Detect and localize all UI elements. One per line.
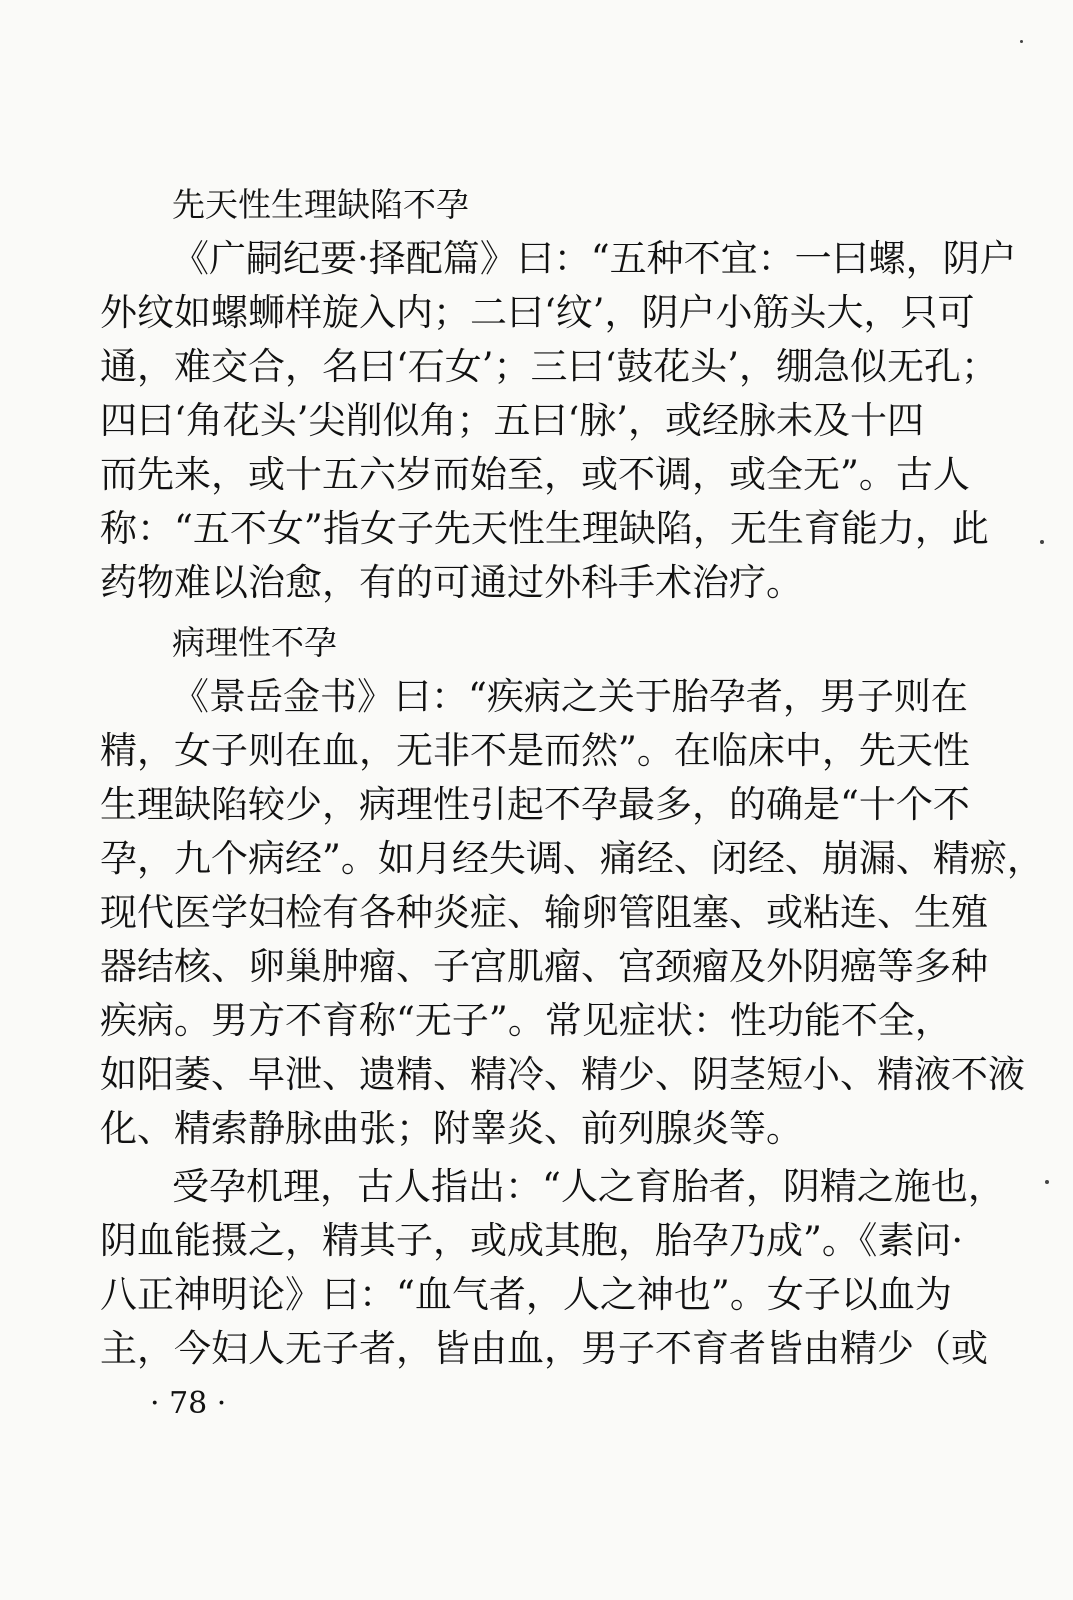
- text-line: 生理缺陷较少，病理性引起不孕最多，的确是“十个不: [100, 783, 970, 826]
- paragraph-conception-mechanism: [100, 1160, 1005, 1376]
- page-number: · 78 ·: [150, 1386, 227, 1421]
- text-line: 外纹如螺蛳样旋入内；二曰‘纹’，阴户小筋头大，只可: [100, 291, 975, 334]
- section-heading-congenital: 先天性生理缺陷不孕: [172, 185, 469, 224]
- section-heading-pathological: 病理性不孕: [172, 623, 337, 662]
- text-line: 《广嗣纪要·择配篇》曰：“五种不宜：一曰螺，阴户: [172, 237, 1017, 280]
- text-line: 称：“五不女”指女子先天性生理缺陷，无生育能力，此: [100, 507, 989, 550]
- scan-speck: [1045, 1180, 1049, 1184]
- text-line: 阴血能摄之，精其子，或成其胞，胎孕乃成”。《素问·: [100, 1219, 964, 1262]
- text-line: 现代医学妇检有各种炎症、输卵管阻塞、或粘连、生殖: [100, 891, 988, 934]
- text-line: 疾病。男方不育称“无子”。常见症状：性功能不全，: [100, 999, 952, 1042]
- text-line: 如阳萎、早泄、遗精、精冷、精少、阴茎短小、精液不液: [100, 1053, 1025, 1096]
- text-line: 八正神明论》曰：“血气者，人之神也”。女子以血为: [100, 1273, 952, 1316]
- text-line: 药物难以治愈，有的可通过外科手术治疗。: [100, 561, 803, 604]
- text-line: 通，难交合，名曰‘石女’；三曰‘鼓花头’，绷急似无孔；: [100, 345, 999, 388]
- scan-speck: [1040, 540, 1044, 544]
- paragraph-congenital: [100, 232, 1017, 610]
- text-line: 《景岳金书》曰：“疾病之关于胎孕者，男子则在: [172, 675, 968, 718]
- text-line: 主，今妇人无子者，皆由血，男子不育者皆由精少（或: [100, 1327, 988, 1370]
- text-line: 化、精索静脉曲张；附睾炎、前列腺炎等。: [100, 1107, 803, 1150]
- text-line: 精，女子则在血，无非不是而然”。在临床中，先天性: [100, 729, 970, 772]
- scan-speck: [1020, 40, 1023, 43]
- text-line: 孕，九个病经”。如月经失调、痛经、闭经、崩漏、精瘀，: [100, 837, 1044, 880]
- text-line: 而先来，或十五六岁而始至，或不调，或全无”。古人: [100, 453, 970, 496]
- paragraph-pathological: [100, 670, 1044, 1156]
- text-line: 受孕机理，古人指出：“人之育胎者，阴精之施也，: [172, 1165, 1005, 1208]
- text-line: 四曰‘角花头’尖削似角；五曰‘脉’，或经脉未及十四: [100, 399, 925, 442]
- text-line: 器结核、卵巢肿瘤、子宫肌瘤、宫颈瘤及外阴癌等多种: [100, 945, 988, 988]
